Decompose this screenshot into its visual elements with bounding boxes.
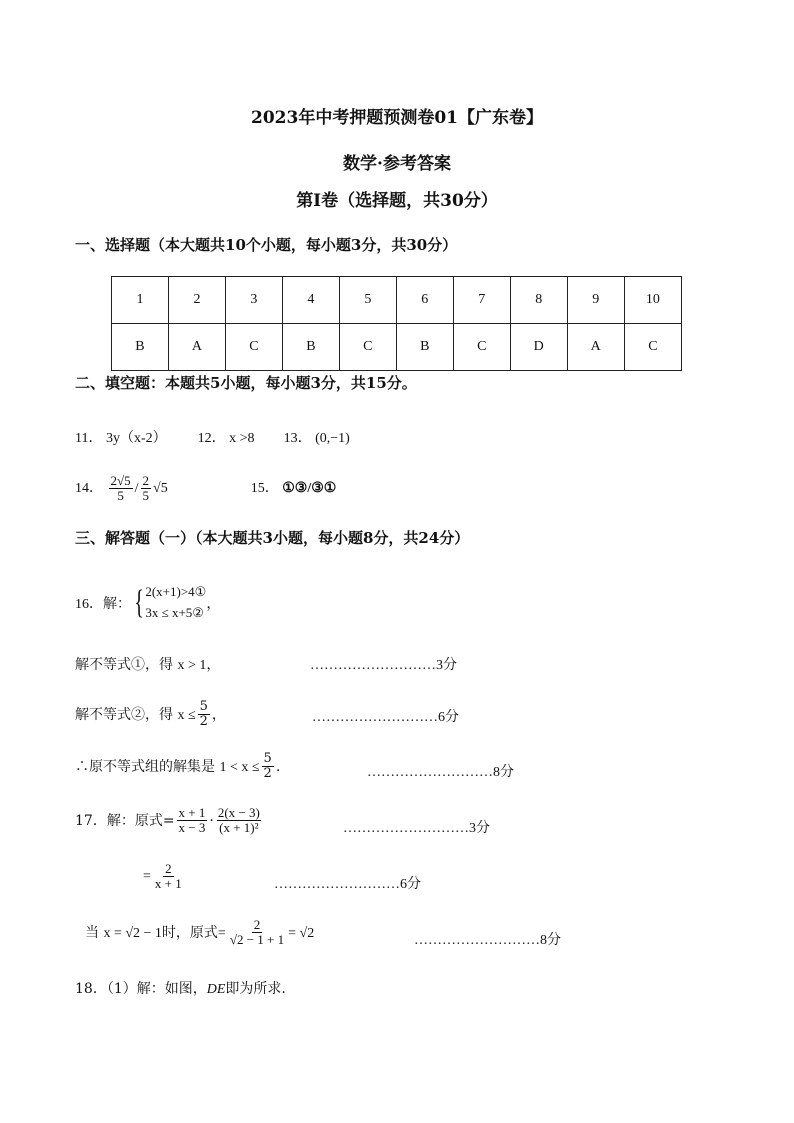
step-text: 解不等式②，得 bbox=[75, 706, 173, 723]
question-number: 2 bbox=[168, 277, 225, 324]
q17-step-2 bbox=[143, 862, 186, 892]
q18-tail: 即为所求. bbox=[225, 981, 286, 997]
fill-answers-row-1 bbox=[75, 427, 350, 447]
q16-comma: ， bbox=[206, 596, 221, 612]
q14-fraction-1 bbox=[109, 474, 133, 504]
q15-label: 15． bbox=[250, 481, 279, 497]
answer-letter: A bbox=[168, 324, 225, 371]
question-number: 5 bbox=[339, 277, 396, 324]
result-text: = √2 bbox=[288, 925, 315, 941]
fraction bbox=[262, 752, 274, 782]
answer-letter: C bbox=[453, 324, 510, 371]
q16-step-1-score: ………………………3分 bbox=[310, 658, 457, 673]
step-math: x ≤ bbox=[177, 707, 196, 723]
document-title: 2023年中考押题预测卷01【广东卷】 bbox=[251, 108, 543, 128]
step-tail: . bbox=[275, 758, 281, 775]
answer-letter: A bbox=[567, 324, 624, 371]
fill-answers-row-2 bbox=[75, 474, 336, 504]
question-number: 4 bbox=[282, 277, 339, 324]
q17-label: 17．解：原式= bbox=[75, 812, 175, 829]
q17-step-1 bbox=[75, 806, 264, 836]
step-math: x > 1， bbox=[177, 658, 221, 673]
answer-letter: B bbox=[396, 324, 453, 371]
q17-step-3-score: ………………………8分 bbox=[414, 933, 561, 948]
answer-letter: D bbox=[510, 324, 567, 371]
fraction-numerator: 5 bbox=[199, 699, 208, 714]
fraction bbox=[198, 700, 210, 730]
fraction bbox=[177, 806, 208, 836]
left-brace-icon: { bbox=[134, 583, 145, 621]
answer-table-numbers-row bbox=[112, 277, 682, 324]
q11-label: 11． bbox=[75, 431, 103, 446]
fraction-denominator: 5 bbox=[117, 488, 124, 504]
q16-step-2 bbox=[75, 700, 226, 730]
section-fill-heading: 二、填空题：本题共5小题，每小题3分，共15分。 bbox=[75, 374, 417, 392]
multiply-dot: · bbox=[209, 812, 214, 829]
fraction-numerator: 2 bbox=[253, 917, 261, 932]
fraction-denominator: x − 3 bbox=[178, 820, 206, 836]
fraction-numerator: 2 bbox=[165, 861, 172, 876]
question-number: 7 bbox=[453, 277, 510, 324]
q12-answer: x >8 bbox=[229, 431, 255, 446]
fraction bbox=[228, 918, 286, 948]
q16-label: 16．解： bbox=[75, 596, 131, 612]
q17-step-1-score: ………………………3分 bbox=[343, 821, 490, 836]
step-tail: ， bbox=[211, 706, 226, 723]
step-math: 1 < x ≤ bbox=[219, 759, 260, 775]
question-number: 8 bbox=[510, 277, 567, 324]
q16-system bbox=[75, 582, 220, 624]
q12-label: 12． bbox=[197, 431, 226, 446]
q17-step-2-score: ………………………6分 bbox=[274, 877, 421, 892]
q16-step-2-score: ………………………6分 bbox=[312, 710, 459, 725]
q16-step-1 bbox=[75, 654, 220, 674]
q18-line bbox=[75, 978, 286, 998]
answer-letter: B bbox=[112, 324, 169, 371]
q11-answer: 3y（x-2） bbox=[105, 431, 167, 446]
section-choice-heading: 一、选择题（本大题共10个小题，每小题3分，共30分） bbox=[75, 236, 458, 254]
answer-table-answers-row bbox=[112, 324, 682, 371]
fraction-denominator: x + 1 bbox=[154, 876, 182, 892]
substitution-text: x = √2 − 1时，原式= bbox=[103, 925, 226, 941]
q14-sqrt: √5 bbox=[153, 481, 168, 497]
fraction-denominator: 2 bbox=[199, 714, 208, 730]
answer-letter: C bbox=[339, 324, 396, 371]
fraction-numerator: x + 1 bbox=[178, 805, 206, 820]
question-number: 1 bbox=[112, 277, 169, 324]
answer-letter: C bbox=[225, 324, 282, 371]
fraction-numerator: 2(x − 3) bbox=[217, 805, 260, 820]
when-text: 当 bbox=[85, 924, 99, 941]
q18-de: DE bbox=[206, 982, 226, 997]
step-text: ∴原不等式组的解集是 bbox=[75, 758, 215, 775]
fraction-denominator: 5 bbox=[142, 488, 150, 504]
section-solve-heading: 三、解答题（一）（本大题共3小题，每小题8分，共24分） bbox=[75, 529, 470, 547]
q16-step-3 bbox=[75, 752, 280, 782]
fraction-denominator: √2 − 1 + 1 bbox=[229, 932, 285, 948]
answer-letter: B bbox=[282, 324, 339, 371]
question-number: 10 bbox=[624, 277, 681, 324]
q15-answer: ①③/③① bbox=[282, 481, 337, 497]
equals-sign: = bbox=[143, 869, 151, 885]
q16-step-3-score: ………………………8分 bbox=[367, 765, 514, 780]
fraction bbox=[153, 862, 184, 892]
document-subtitle: 数学·参考答案 bbox=[343, 154, 451, 174]
q17-step-3 bbox=[85, 918, 314, 948]
fraction-numerator: 2√5 bbox=[110, 473, 131, 488]
q14-separator: / bbox=[134, 481, 139, 497]
step-text: 解不等式①，得 bbox=[75, 657, 173, 673]
question-number: 9 bbox=[567, 277, 624, 324]
fraction-numerator: 2 bbox=[142, 473, 150, 488]
q14-label: 14． bbox=[75, 481, 103, 497]
inequality-2: 3x ≤ x+5② bbox=[145, 604, 204, 620]
question-number: 3 bbox=[225, 277, 282, 324]
fraction-denominator: (x + 1)² bbox=[219, 820, 259, 836]
fraction-numerator: 5 bbox=[263, 751, 272, 766]
q13-label: 13． bbox=[283, 431, 312, 446]
fraction-denominator: 2 bbox=[263, 766, 272, 782]
part-one-heading: 第Ⅰ卷（选择题，共30分） bbox=[296, 191, 498, 211]
answer-letter: C bbox=[624, 324, 681, 371]
inequality-1: 2(x+1)>4① bbox=[145, 584, 207, 599]
q18-text: 18．（1）解：如图， bbox=[75, 981, 207, 997]
question-number: 6 bbox=[396, 277, 453, 324]
inequality-system bbox=[145, 582, 206, 624]
q13-answer: (0,−1) bbox=[315, 431, 350, 446]
q14-fraction-2 bbox=[141, 474, 152, 504]
fraction bbox=[216, 806, 262, 836]
answer-table bbox=[111, 276, 682, 371]
